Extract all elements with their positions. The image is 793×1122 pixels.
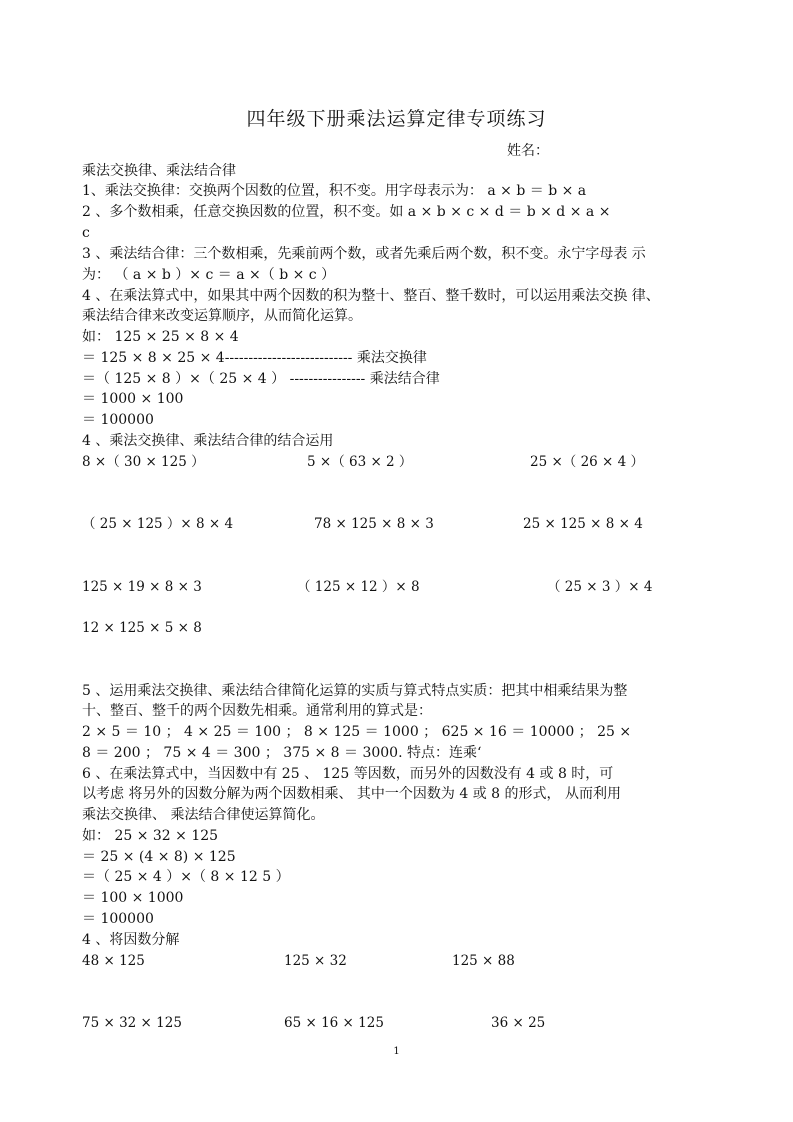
- exercise-item: 75 × 32 × 125: [82, 1015, 182, 1031]
- example-line: ＝ 25 × (4 × 8) × 125: [82, 849, 236, 865]
- section-heading: 4 、乘法交换律、乘法结合律的结合运用: [82, 433, 334, 449]
- exercise-item: 8 ×（ 30 × 125 ）: [82, 454, 205, 470]
- page-number: 1: [393, 1046, 400, 1057]
- exercise-item: 65 × 16 × 125: [284, 1015, 384, 1031]
- section-heading: 4 、将因数分解: [82, 932, 180, 948]
- rule-line: 十、整百、整千的两个因数先相乘。通常利用的算式是：: [82, 703, 432, 719]
- rule-line: 以考虑 将另外的因数分解为两个因数相乘、 其中一个因数为 4 或 8 的形式， 从而利用: [82, 786, 621, 802]
- section-heading: 乘法交换律、乘法结合律: [82, 163, 236, 179]
- example-line: ＝ 100 × 1000: [82, 890, 184, 906]
- rule-line: 4 、在乘法算式中，如果其中两个因数的积为整十、整百、整千数时，可以运用乘法交换 律、: [82, 288, 660, 304]
- name-label: 姓名：: [507, 143, 549, 159]
- example-line: ＝ 125 × 8 × 25 × 4--------------------------- 乘法交换律: [82, 350, 427, 366]
- exercise-item: 36 × 25: [491, 1015, 546, 1031]
- rule-line: 乘法交换律、 乘法结合律使运算简化。: [82, 807, 325, 823]
- rule-line: 2 × 5 ＝ 10 ； 4 × 25 ＝ 100 ； 8 × 125 ＝ 1000 ； 625 × 16 ＝ 10000 ； 25 ×: [82, 724, 632, 740]
- exercise-item: （ 125 × 12 ）× 8: [297, 579, 420, 595]
- exercise-item: 125 × 88: [452, 953, 515, 969]
- example-line: 如： 25 × 32 × 125: [82, 828, 219, 844]
- example-line: 如： 125 × 25 × 8 × 4: [82, 329, 239, 345]
- exercise-item: 5 ×（ 63 × 2 ）: [307, 454, 413, 470]
- rule-line: 为： （ a × b ）× c ＝ a ×（ b × c ）: [82, 267, 336, 283]
- exercise-item: 125 × 19 × 8 × 3: [82, 579, 202, 595]
- exercise-item: （ 25 × 125 ）× 8 × 4: [82, 516, 234, 532]
- exercise-item: 48 × 125: [82, 953, 145, 969]
- exercise-item: 25 × 125 × 8 × 4: [523, 516, 643, 532]
- example-line: ＝ 1000 × 100: [82, 391, 184, 407]
- exercise-item: 78 × 125 × 8 × 3: [314, 516, 434, 532]
- page-title: 四年级下册乘法运算定律专项练习: [246, 108, 547, 130]
- rule-line: 8 ＝ 200 ； 75 × 4 ＝ 300 ； 375 × 8 ＝ 3000. 特点：连乘‘: [82, 745, 482, 761]
- example-line: ＝ 100000: [82, 911, 154, 927]
- example-line: ＝ 100000: [82, 412, 154, 428]
- rule-line: 6 、在乘法算式中，当因数中有 25 、 125 等因数，而另外的因数没有 4 或 8 时，可: [82, 766, 614, 782]
- exercise-item: 125 × 32: [284, 953, 347, 969]
- rule-line: 1、乘法交换律：交换两个因数的位置，积不变。用字母表示为： a × b ＝ b × a: [82, 183, 587, 199]
- exercise-item: （ 25 × 3 ）× 4: [547, 579, 653, 595]
- rule-line: 5 、运用乘法交换律、乘法结合律简化运算的实质与算式特点实质：把其中相乘结果为整: [82, 683, 628, 699]
- exercise-item: 12 × 125 × 5 × 8: [82, 620, 202, 636]
- rule-line: 3 、乘法结合律：三个数相乘，先乘前两个数，或者先乘后两个数，积不变。永宁字母表 示: [82, 246, 646, 262]
- rule-line: 2 、多个数相乘，任意交换因数的位置，积不变。如 a × b × c × d ＝ b × d × a ×: [82, 204, 611, 220]
- exercise-item: 25 ×（ 26 × 4 ）: [530, 454, 645, 470]
- example-line: ＝（ 125 × 8 ）×（ 25 × 4 ） ---------------- 乘法结合律: [82, 371, 440, 387]
- example-line: ＝（ 25 × 4 ）×（ 8 × 12 5 ）: [82, 869, 290, 885]
- rule-line: c: [82, 225, 90, 241]
- rule-line: 乘法结合律来改变运算顺序，从而简化运算。: [82, 308, 362, 324]
